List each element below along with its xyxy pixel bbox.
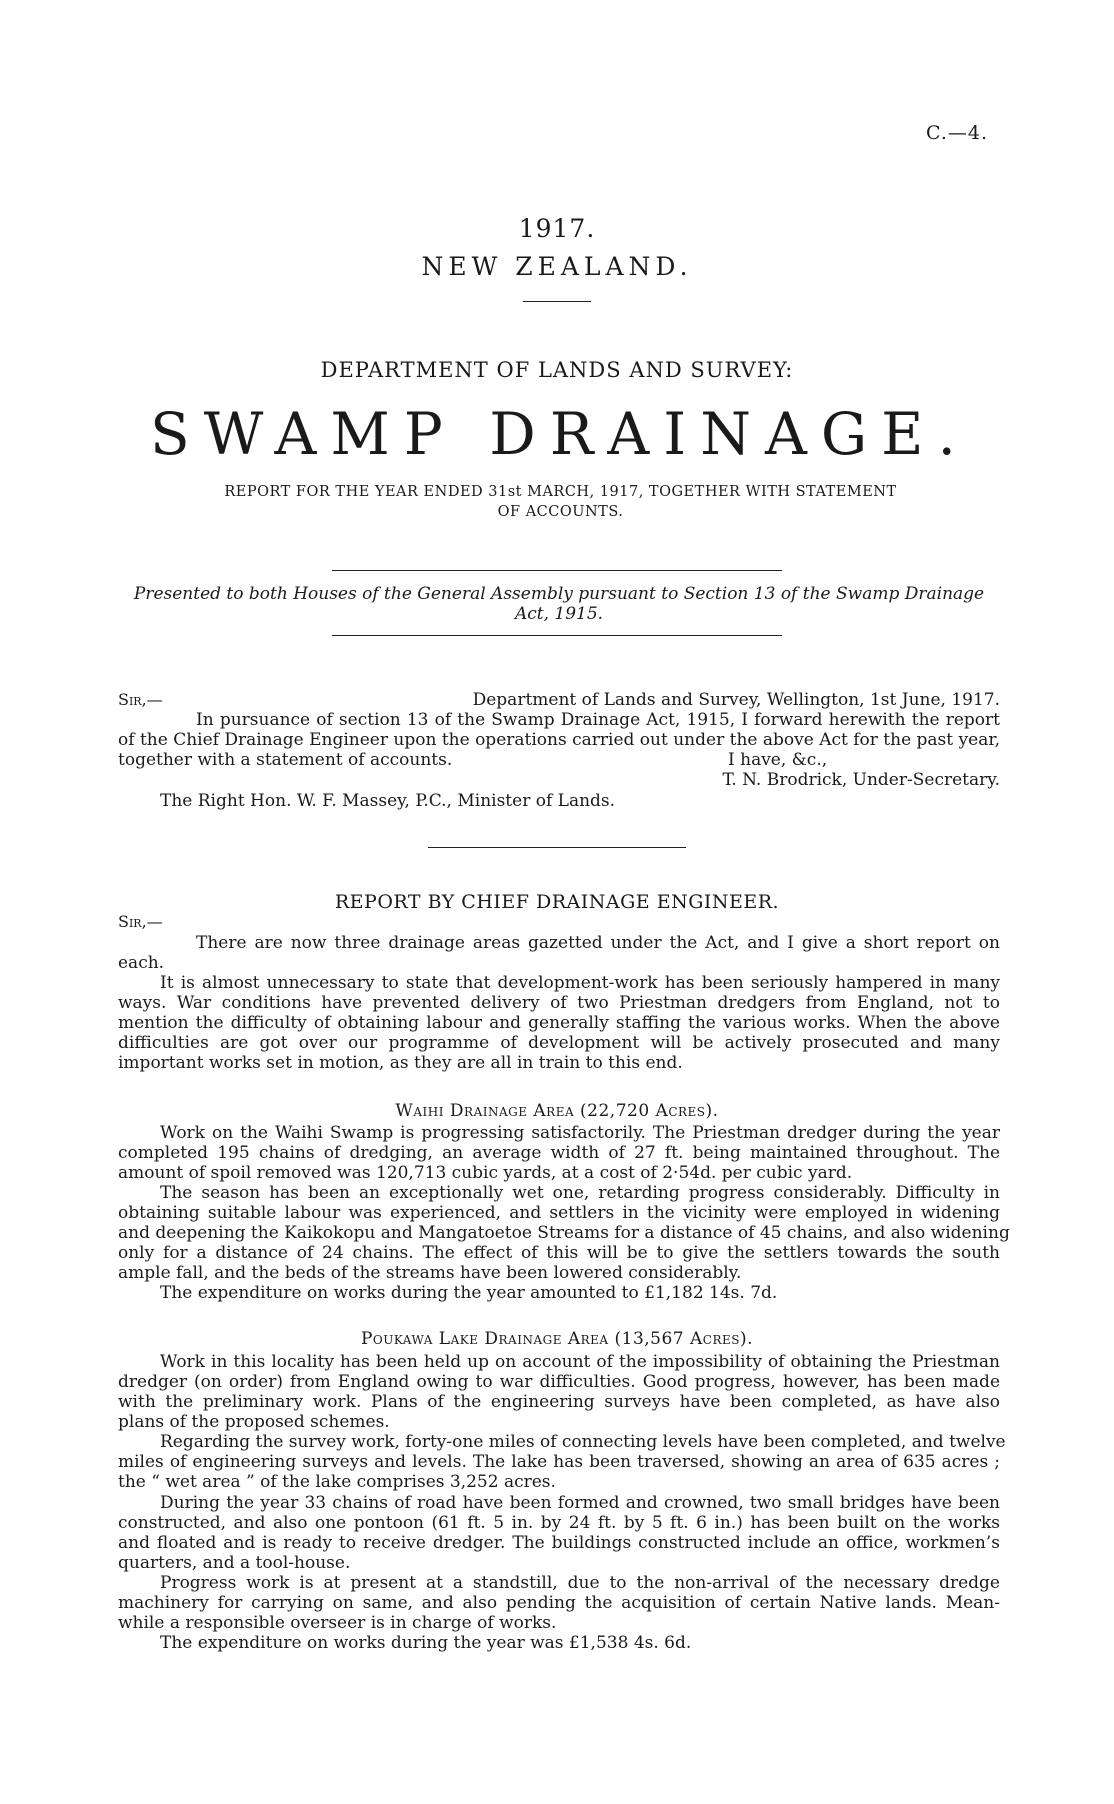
report-intro-line: mention the difficulty of obtaining labour and generally staffing the various works. When the above	[118, 1013, 1000, 1033]
poukawa-line: machinery for carrying on same, and also pending the acquisition of certain Native lands. Mean-	[118, 1593, 1000, 1613]
poukawa-line: plans of the proposed schemes.	[118, 1412, 390, 1432]
presentation-note	[118, 584, 1000, 624]
poukawa-line: the “ wet area ” of the lake comprises 3,252 acres.	[118, 1472, 556, 1492]
poukawa-line: and floated and is ready to receive dredger. The buildings constructed include an office, workmen’s	[118, 1533, 1000, 1553]
page-title: SWAMP DRAINAGE.	[150, 400, 970, 468]
poukawa-section-heading: Poukawa Lake Drainage Area (13,567 Acres).	[360, 1329, 754, 1349]
poukawa-line: quarters, and a tool-house.	[118, 1553, 351, 1573]
poukawa-line: Progress work is at present at a standstill, due to the non-arrival of the necessary dredge	[160, 1573, 1000, 1593]
letter-place-date: Department of Lands and Survey, Wellington, 1st June, 1917.	[472, 690, 1000, 710]
poukawa-line: constructed, and also one pontoon (61 ft. 5 in. by 24 ft. by 5 ft. 6 in.) has been built on the works	[118, 1513, 1000, 1533]
report-intro-line: ways. War conditions have prevented delivery of two Priestman dredgers from England, not to	[118, 993, 1000, 1013]
divider	[332, 635, 782, 636]
presentation-line: Presented to both Houses of the General Assembly pursuant to Section 13 of the Swamp Drainage	[133, 584, 985, 604]
presentation-line: Act, 1915.	[514, 604, 604, 624]
waihi-line: completed 195 chains of dredging, an average width of 27 ft. being maintained throughout. The	[118, 1143, 1000, 1163]
waihi-line: amount of spoil removed was 120,713 cubic yards, at a cost of 2·54d. per cubic yard.	[118, 1163, 853, 1183]
waihi-line: and deepening the Kaikokopu and Mangatoetoe Streams for a distance of 45 chains, and also widening	[118, 1223, 1010, 1243]
waihi-line: Work on the Waihi Swamp is progressing satisfactorily. The Priestman dredger during the year	[160, 1123, 1000, 1143]
department-heading: DEPARTMENT OF LANDS AND SURVEY:	[320, 358, 794, 382]
letter-salutation: Sir,—	[118, 690, 163, 709]
waihi-line: The expenditure on works during the year amounted to £1,182 14s. 7d.	[160, 1283, 778, 1303]
poukawa-line: The expenditure on works during the year was £1,538 4s. 6d.	[160, 1633, 692, 1653]
waihi-section-heading: Waihi Drainage Area (22,720 Acres).	[395, 1101, 719, 1121]
subtitle-line: OF ACCOUNTS.	[497, 504, 624, 520]
letter-closing: I have, &c.,	[728, 750, 828, 770]
poukawa-line: Work in this locality has been held up on account of the impossibility of obtaining the Priestman	[160, 1352, 1000, 1372]
poukawa-line: while a responsible overseer is in charge of works.	[118, 1613, 557, 1633]
letter-addressee: The Right Hon. W. F. Massey, P.C., Minister of Lands.	[160, 791, 616, 811]
waihi-line: The season has been an exceptionally wet one, retarding progress considerably. Difficulty in	[160, 1183, 1000, 1203]
divider	[332, 570, 782, 571]
letter-body-line: In pursuance of section 13 of the Swamp Drainage Act, 1915, I forward herewith the report	[196, 710, 1000, 730]
report-intro-line: important works set in motion, as they are all in train to this end.	[118, 1053, 683, 1073]
divider	[428, 847, 686, 848]
poukawa-line: During the year 33 chains of road have been formed and crowned, two small bridges have been	[160, 1493, 1000, 1513]
waihi-line: obtaining suitable labour was experienced, and settlers in the vicinity were employed in widening	[118, 1203, 1000, 1223]
poukawa-line: with the preliminary work. Plans of the engineering surveys have been completed, as have also	[118, 1392, 1000, 1412]
poukawa-line: Regarding the survey work, forty-one miles of connecting levels have been completed, and twelve	[160, 1432, 1006, 1452]
report-intro-line: difficulties are got over our programme of development will be actively prosecuted and many	[118, 1033, 1000, 1053]
report-intro-line: There are now three drainage areas gazetted under the Act, and I give a short report on	[196, 933, 1000, 953]
letter-signature: T. N. Brodrick, Under-Secretary.	[722, 770, 1000, 790]
report-subtitle	[138, 482, 983, 522]
poukawa-line: miles of engineering surveys and levels. The lake has been traversed, showing an area of 635 acres ;	[118, 1452, 1000, 1472]
report-year: 1917.	[518, 214, 596, 243]
report-heading: REPORT BY CHIEF DRAINAGE ENGINEER.	[334, 891, 780, 913]
report-intro-line: It is almost unnecessary to state that development-work has been seriously hampered in many	[160, 973, 1000, 993]
waihi-line: ample fall, and the beds of the streams have been lowered considerably.	[118, 1263, 742, 1283]
waihi-line: only for a distance of 24 chains. The effect of this will be to give the settlers towards the south	[118, 1243, 1000, 1263]
document-reference: C.—4.	[925, 122, 988, 144]
letter-body-line: of the Chief Drainage Engineer upon the operations carried out under the above Act for the past year,	[118, 730, 1000, 750]
country-heading: NEW ZEALAND.	[421, 252, 693, 281]
report-salutation: Sir,—	[118, 912, 163, 931]
divider	[523, 301, 591, 302]
report-intro-line: each.	[118, 953, 165, 973]
subtitle-line: REPORT FOR THE YEAR ENDED 31st MARCH, 1917, TOGETHER WITH STATEMENT	[224, 484, 897, 500]
letter-body-line: together with a statement of accounts.	[118, 750, 453, 770]
poukawa-line: dredger (on order) from England owing to war difficulties. Good progress, however, has been made	[118, 1372, 1000, 1392]
